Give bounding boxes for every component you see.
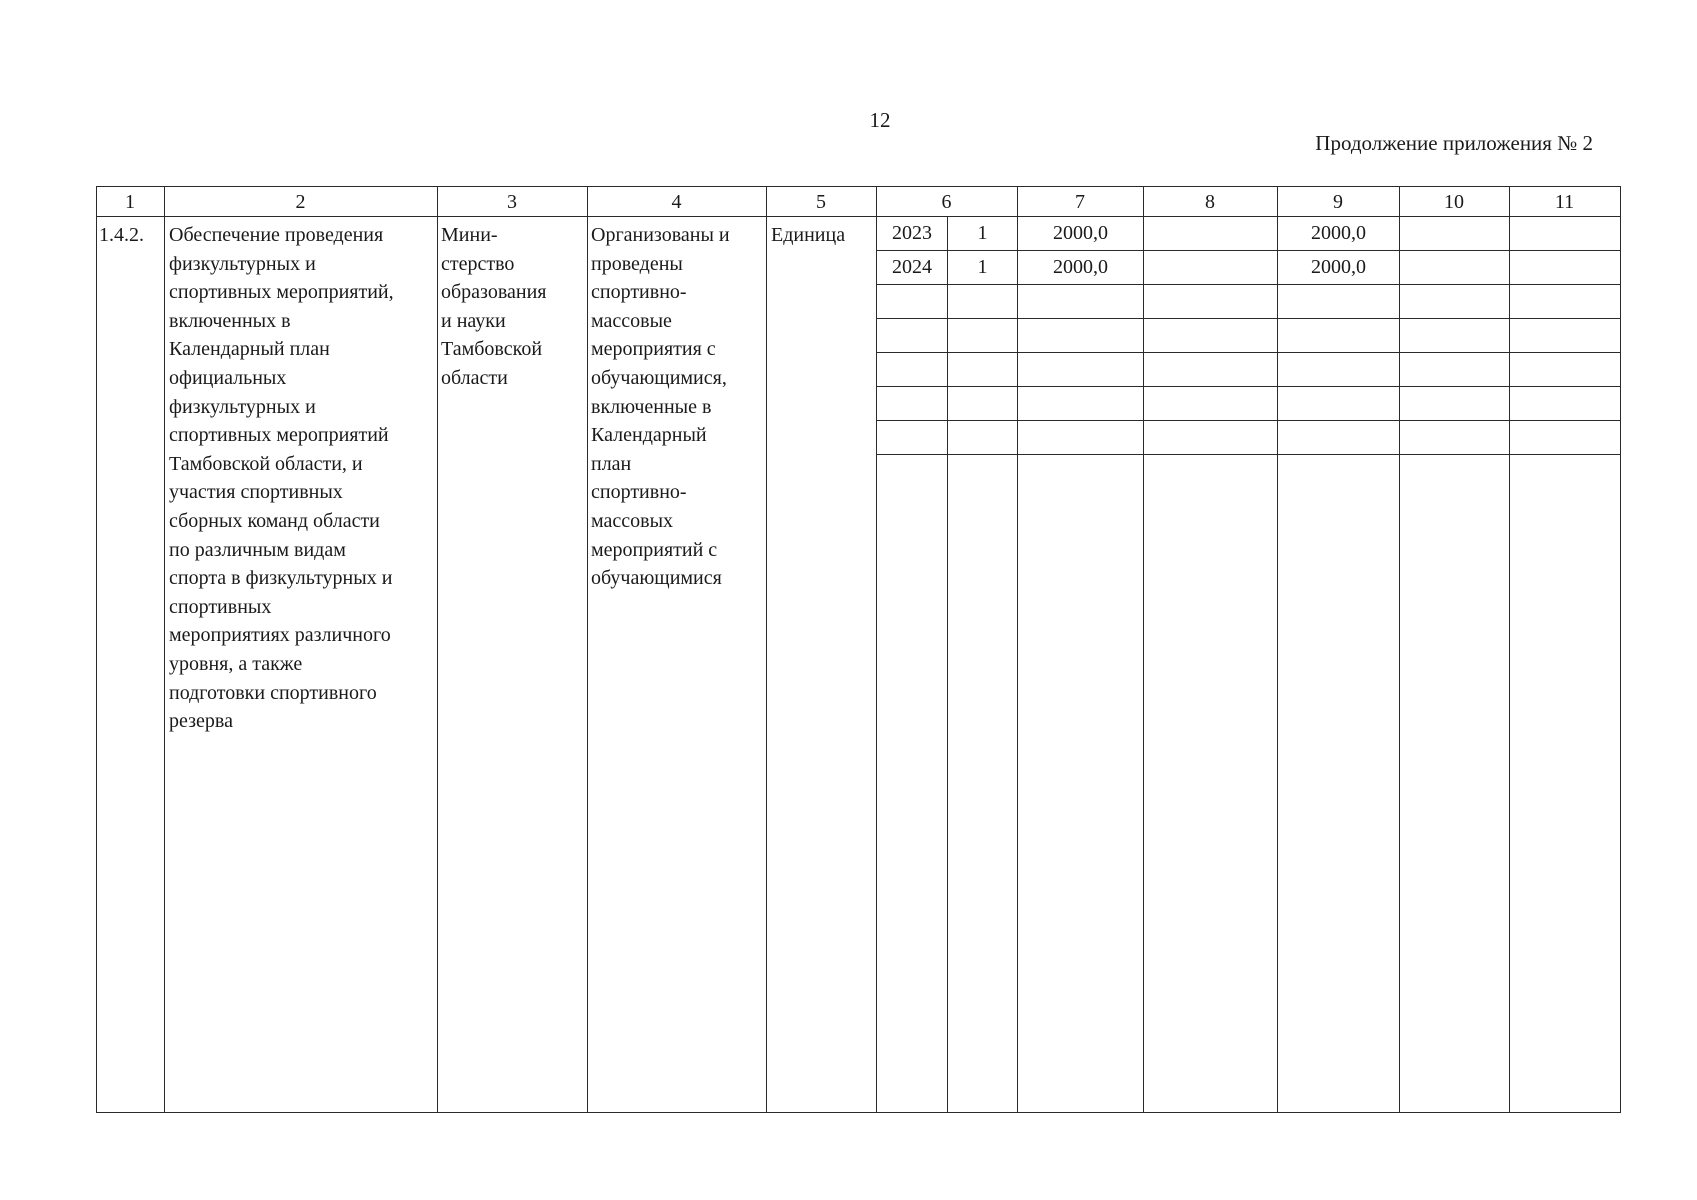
description-line: официальных [169, 366, 287, 389]
value-2023: 1 [977, 222, 988, 244]
column-header-10: 10 [1444, 191, 1464, 213]
description-line: спортивных мероприятий [169, 424, 389, 447]
column-divider [1143, 186, 1144, 1113]
column-divider [1509, 186, 1510, 1113]
item-number: 1.4.2. [99, 224, 144, 246]
result-line: обучающимися [591, 567, 722, 590]
executor-line: области [441, 366, 508, 389]
executor-line: образования [441, 281, 547, 304]
measure-description [169, 221, 394, 736]
column-header-5: 5 [816, 191, 826, 213]
description-line: участия спортивных [169, 481, 343, 504]
result-line: Календарный [591, 424, 707, 447]
description-line: подготовки спортивного [169, 681, 377, 704]
column-header-3: 3 [507, 191, 517, 213]
result-line: план [591, 452, 632, 475]
result-line: мероприятий с [591, 538, 718, 561]
total-2023: 2000,0 [1053, 222, 1108, 244]
description-line: уровня, а также [169, 652, 303, 675]
year-2023: 2023 [892, 222, 932, 244]
unit: Единица [771, 224, 846, 246]
column-divider [587, 186, 588, 1113]
result-line: спортивно- [591, 481, 687, 504]
result-line: спортивно- [591, 281, 687, 304]
column-divider-inner [947, 216, 948, 1113]
description-line: Тамбовской области, и [169, 452, 363, 475]
column-header-11: 11 [1554, 191, 1575, 213]
table-border-left [96, 186, 97, 1113]
total-2024: 2000,0 [1053, 256, 1108, 278]
column-divider [766, 186, 767, 1113]
description-line: включенных в [169, 309, 291, 332]
page-number: 12 [869, 108, 891, 132]
description-line: физкультурных и [169, 395, 316, 418]
appendix-note: Продолжение приложения № 2 [1315, 131, 1593, 155]
table-border-bottom [96, 1112, 1621, 1113]
column-header-1: 1 [125, 191, 135, 213]
col9-2023: 2000,0 [1311, 222, 1366, 244]
result-line: включенные в [591, 395, 712, 418]
description-line: спортивных [169, 595, 272, 618]
executor-line: Мини- [441, 224, 498, 246]
column-header-7: 7 [1075, 191, 1085, 213]
col9-2024: 2000,0 [1311, 256, 1366, 278]
executor [441, 221, 547, 393]
result-line: Организованы и [591, 224, 730, 246]
description-line: по различным видам [169, 538, 346, 561]
result-line: проведены [591, 252, 683, 275]
column-header-9: 9 [1333, 191, 1343, 213]
column-header-4: 4 [671, 191, 682, 213]
description-line: физкультурных и [169, 252, 316, 275]
header-separator [96, 216, 1621, 217]
description-line: резерва [169, 710, 233, 733]
table-border-right [1620, 186, 1621, 1113]
expected-result [591, 221, 730, 593]
description-line: Календарный план [169, 338, 330, 361]
description-line: спорта в физкультурных и [169, 567, 393, 590]
value-2024: 1 [977, 256, 988, 278]
column-divider [437, 186, 438, 1113]
result-line: массовых [591, 509, 674, 532]
result-line: мероприятия с [591, 338, 716, 361]
result-line: обучающимися, [591, 366, 727, 389]
executor-line: стерство [441, 252, 515, 275]
data-table [96, 186, 1621, 1113]
column-header-2: 2 [295, 191, 306, 213]
description-line: спортивных мероприятий, [169, 281, 394, 304]
column-divider [1277, 186, 1278, 1113]
executor-line: Тамбовской [441, 338, 543, 361]
column-header-8: 8 [1205, 191, 1215, 213]
executor-line: и науки [441, 309, 506, 332]
year-2024: 2024 [892, 256, 932, 278]
column-header-6: 6 [941, 191, 952, 213]
description-line: Обеспечение проведения [169, 224, 384, 246]
result-line: массовые [591, 309, 672, 332]
column-divider [1399, 186, 1400, 1113]
column-divider [164, 186, 165, 1113]
column-divider [1017, 186, 1018, 1113]
column-divider [876, 186, 877, 1113]
description-line: сборных команд области [169, 509, 380, 532]
description-line: мероприятиях различного [169, 624, 391, 647]
